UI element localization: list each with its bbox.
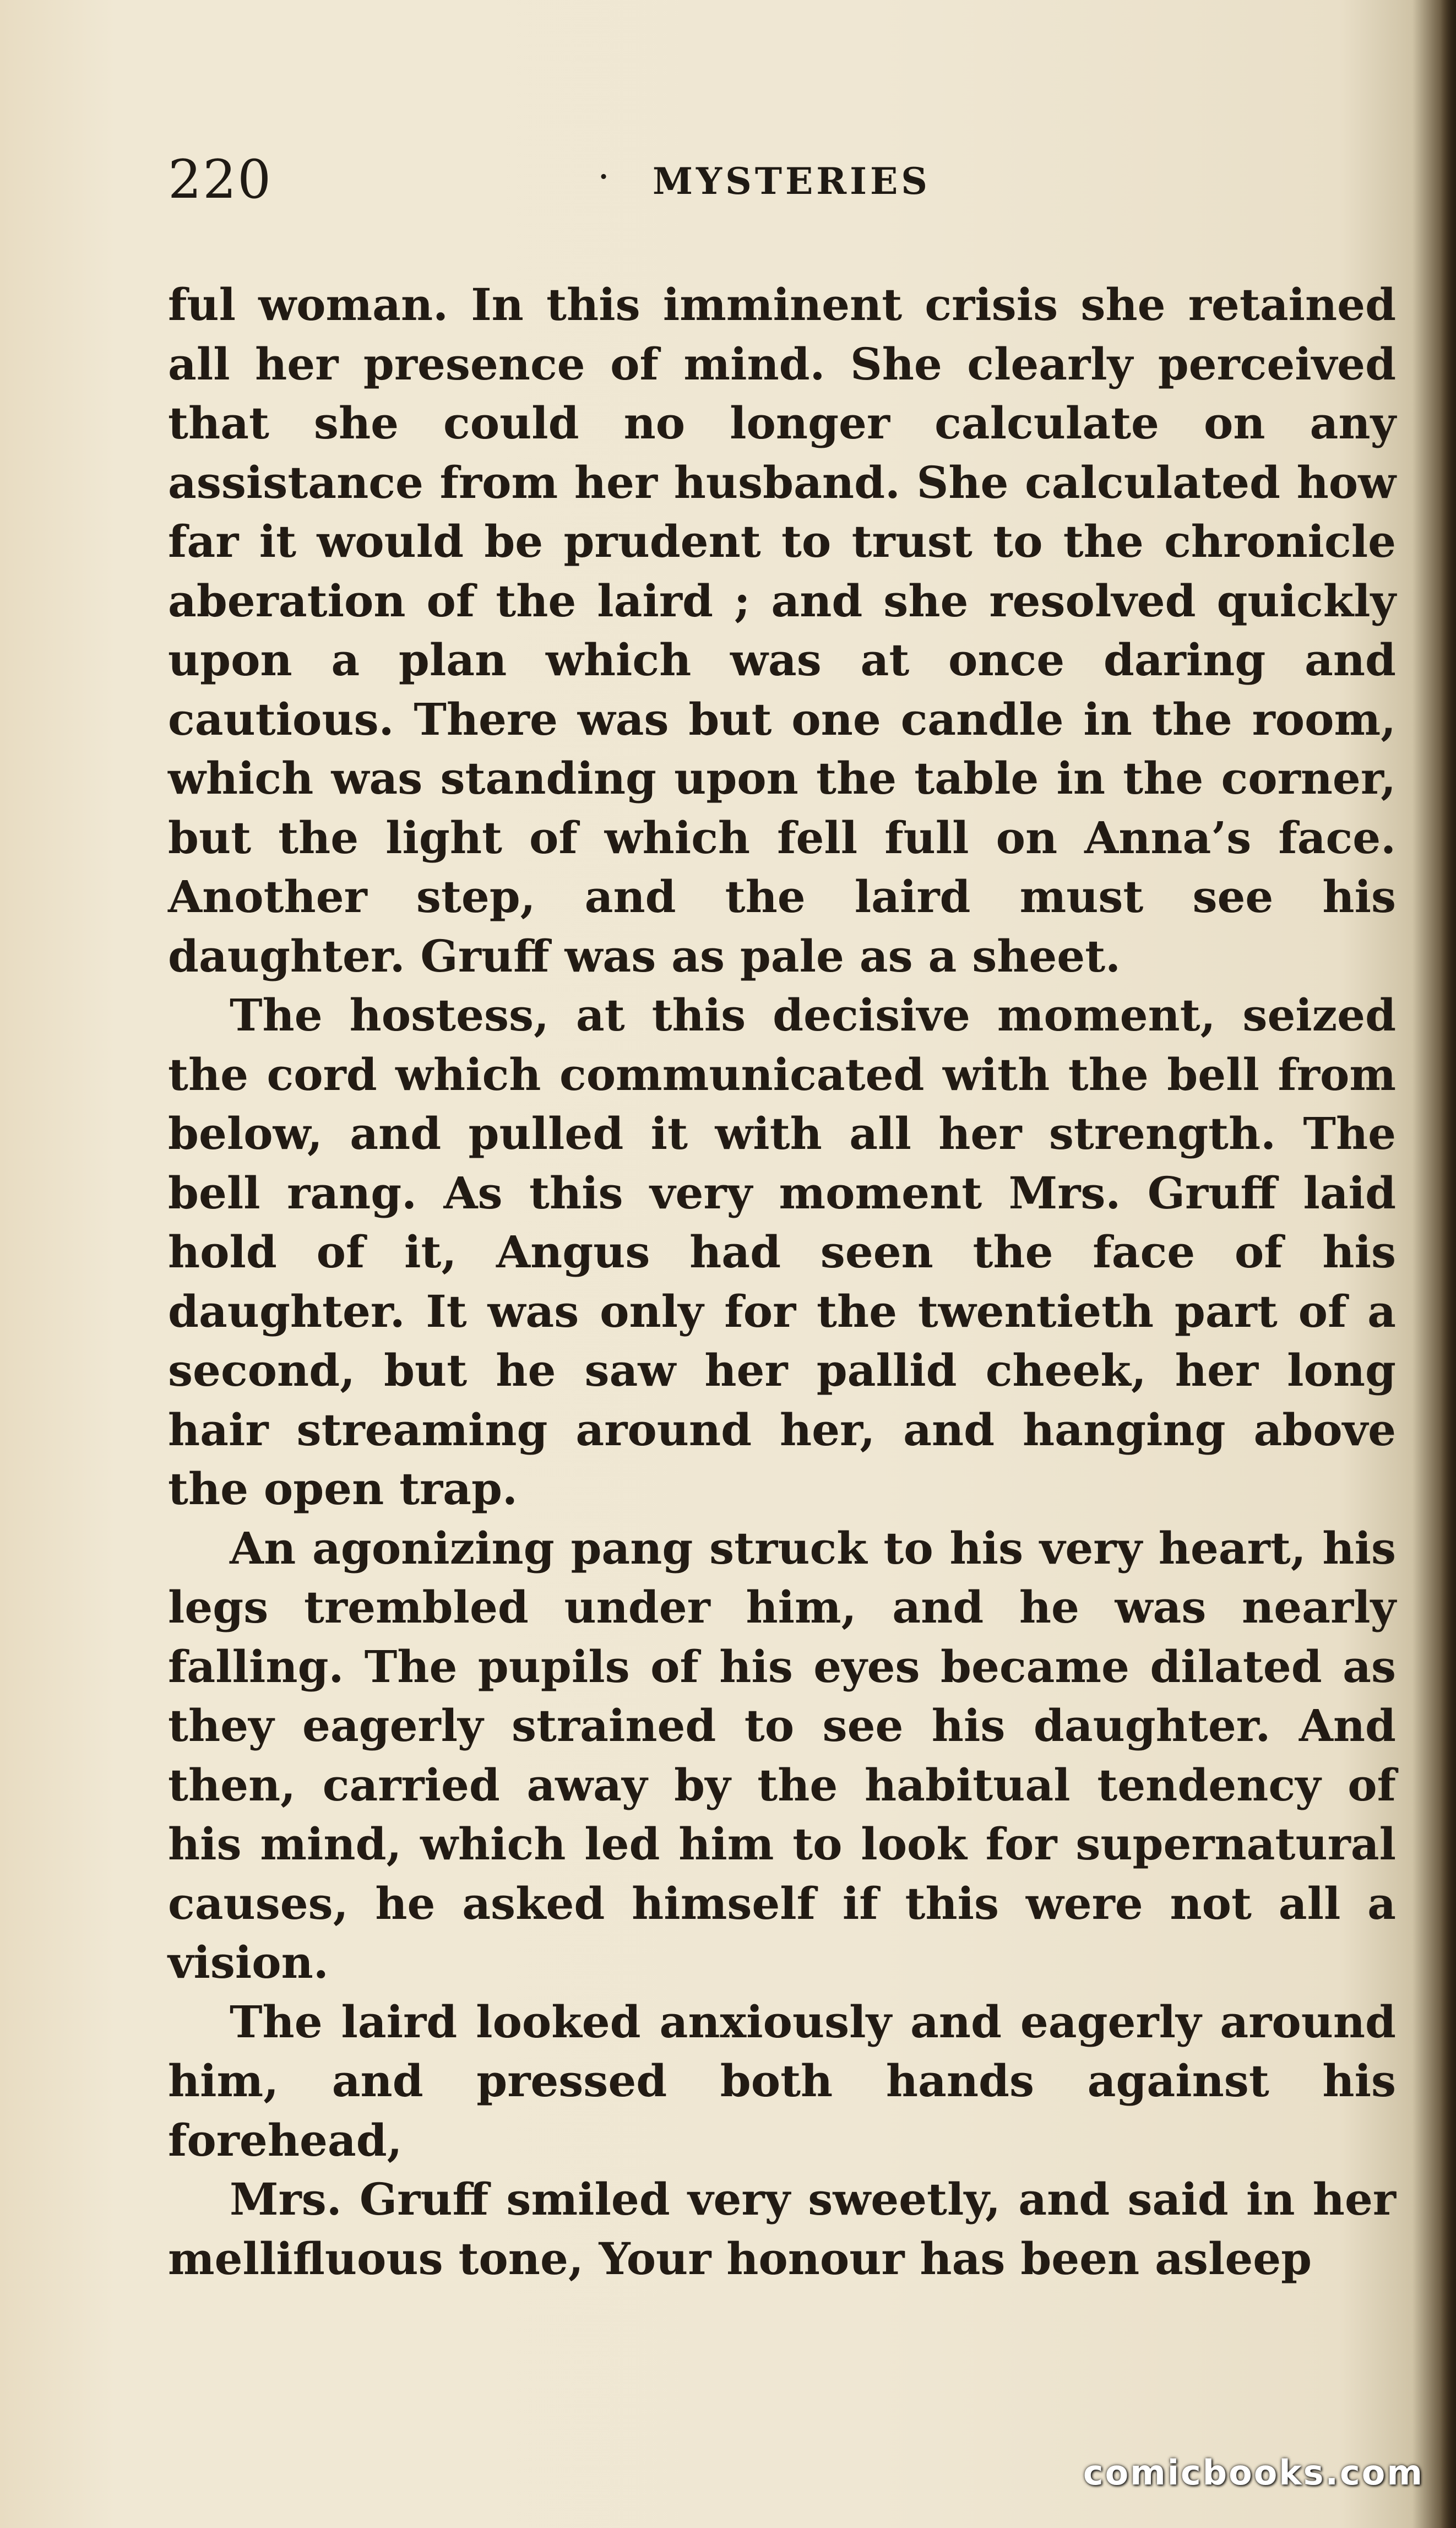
paragraph-5: Mrs. Gruff smiled very sweetly, and said in her mellifluous tone, Your honour has been asleep xyxy=(168,2173,1396,2285)
page-edge-shadow xyxy=(1441,0,1456,2528)
page-number: 220 xyxy=(168,149,273,210)
page-header xyxy=(168,149,1396,209)
paragraph-4: The laird looked anxiously and eagerly around him, and pressed both hands against his forehead, xyxy=(168,1995,1396,2166)
paragraph-2: The hostess, at this decisive moment, seized the cord which communicated with the bell from below, and pulled it with all her strength. The bell rang. As this very moment Mrs. Gruff laid hold of it, Angus had seen the face of his daughter. It was only for the twentieth part of a second, but he saw her pallid cheek, her long hair streaming around her, and hanging above the open trap. xyxy=(168,989,1396,1515)
paragraph-1: ful woman. In this imminent crisis she retained all her presence of mind. She clearly perceived that she could no longer calculate on any assistance from her husband. She calculated how far it would be prudent to trust to the chronicle aberation of the laird ; and she resolved quickly upon a plan which was at once daring and cautious. There was but one candle in the room, which was standing upon the table in the corner, but the light of which fell full on Anna’s face. Another step, and the laird must see his daughter. Gruff was as pale as a sheet. xyxy=(168,279,1396,982)
running-head: MYSTERIES xyxy=(653,160,931,203)
header-dot: · xyxy=(597,154,610,199)
watermark: comicbooks.com xyxy=(1083,2453,1424,2493)
body-text xyxy=(168,275,1396,2288)
paragraph-3: An agonizing pang struck to his very heart, his legs trembled under him, and he was nearly falling. The pupils of his eyes became dilated as they eagerly strained to see his daughter. And then, carried away by the habitual tendency of his mind, which led him to look for supernatural causes, he asked himself if this were not all a vision. xyxy=(168,1522,1396,1988)
